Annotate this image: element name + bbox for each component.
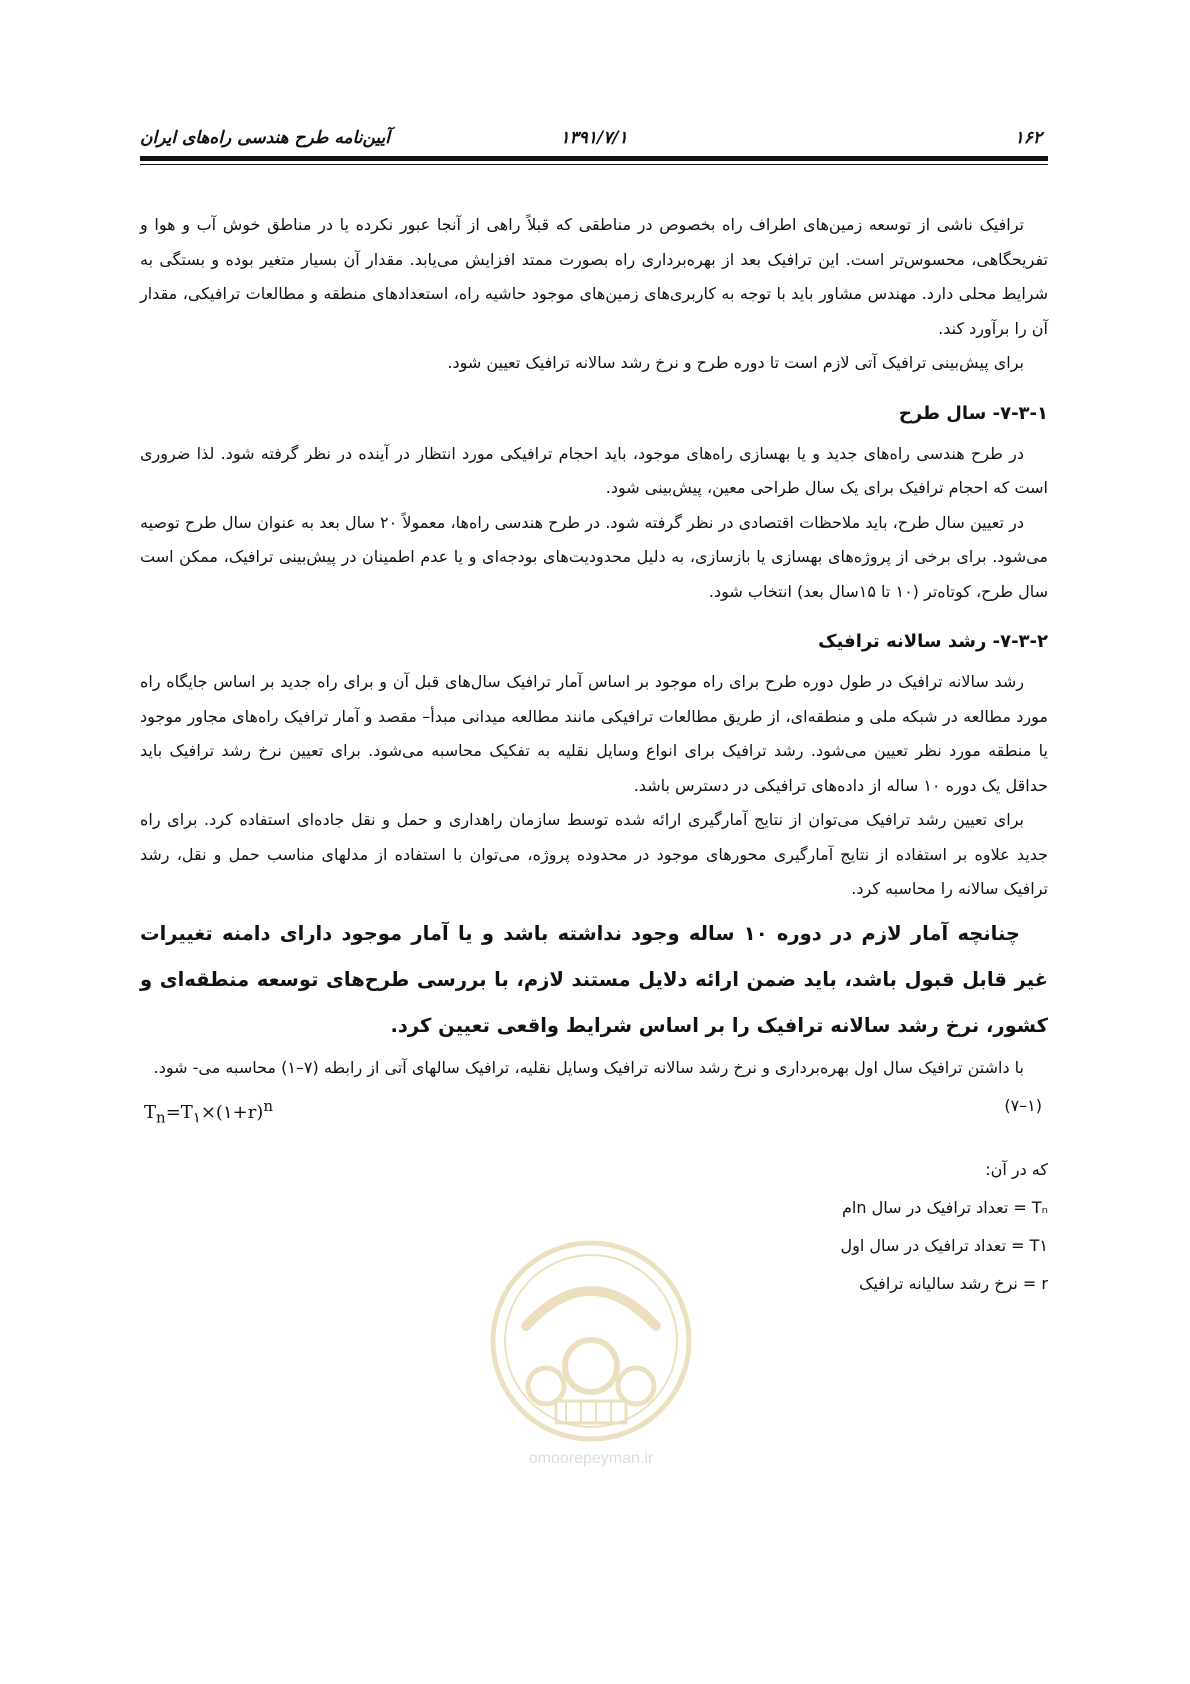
definition-r: r = نرخ رشد سالیانه ترافیک bbox=[859, 1274, 1048, 1293]
emphasis-paragraph: چنانچه آمار لازم در دوره ۱۰ ساله وجود نداشته باشد و یا آمار موجود دارای دامنه تغییرات غیر قابل قبول باشد، باید ضمن ارائه دلایل مستند لازم، با بررسی طرح‌های توسعه منطقه‌ای و کشور، نرخ رشد سالانه ترافیک را بر اساس شرایط واقعی تعیین کرد. bbox=[140, 921, 1048, 1037]
page-header bbox=[140, 124, 1048, 154]
page-body bbox=[140, 208, 1048, 1303]
paragraph: با داشتن ترافیک سال اول بهره‌برداری و نرخ رشد سالانه ترافیک وسایل نقلیه، ترافیک سالهای آتی از رابطه (۷–۱) محاسبه می- شود. bbox=[153, 1057, 1024, 1077]
where-label: که در آن: bbox=[985, 1160, 1048, 1179]
page-number: ۱۶۲ bbox=[1014, 128, 1042, 148]
seal-icon bbox=[486, 1236, 696, 1446]
watermark-url: omoorepeyman.ir bbox=[528, 1450, 654, 1467]
paragraph: رشد سالانه ترافیک در طول دوره طرح برای راه موجود بر اساس آمار ترافیک سال‌های قبل آن و برای راه جدید بر اساس جایگاه راه مورد مطالعه در شبکه ملی و منطقه‌ای، از طریق مطالعات ترافیکی مانند مطالعه میدانی مبدأ– مقصد و آمار ترافیک راه‌های مجاور موجود یا منطقه مورد نظر تعیین می‌شود. رشد ترافیک برای انواع وسایل نقلیه به تفکیک محاسبه می‌شود. برای تعیین نرخ رشد ترافیک باید حداقل یک دوره ۱۰ ساله از داده‌های ترافیکی در دسترس باشد. bbox=[140, 672, 1048, 795]
header-rule-thick bbox=[140, 156, 1048, 161]
paragraph: ترافیک ناشی از توسعه زمین‌های اطراف راه بخصوص در مناطقی که قبلاً راهی از آنجا عبور نکرده یا در مناطق خوش آب و هوا و تفریحگاهی، محسوس‌تر است. این ترافیک بعد از بهره‌برداری راه بصورت ممتد افزایش می‌یابد. مقدار آن بسیار متغیر بوده و بستگی به شرایط محلی دارد. مهندس مشاور باید با توجه به کاربری‌های زمین‌های موجود حاشیه راه، استعدادهای منطقه و مطالعات ترافیکی، مقدار آن را برآورد کند. bbox=[140, 215, 1048, 338]
paragraph: در تعیین سال طرح، باید ملاحظات اقتصادی در نظر گرفته شود. در طرح هندسی راه‌ها، معمولاً ۲۰ سال بعد به عنوان سال طرح توصیه می‌شود. برای برخی از پروژه‌های بهسازی یا بازسازی، به دلیل محدودیت‌های بودجه‌ای و یا عدم اطمینان در پیش‌بینی ترافیک، ممکن است سال طرح، کوتاه‌تر (۱۰ تا ۱۵سال بعد) انتخاب شود. bbox=[140, 512, 1048, 601]
paragraph: در طرح هندسی راه‌های جدید و یا بهسازی راه‌های موجود، باید احجام ترافیکی مورد انتظار در آینده در نظر گرفته شود. لذا ضروری است که احجام ترافیک برای یک سال طراحی معین، پیش‌بینی شود. bbox=[140, 443, 1048, 497]
formula: $T_n=T_۱\times(۱+r)^n$ bbox=[144, 1097, 273, 1127]
section-heading-traffic-growth: ۷-۳-۲- رشد سالانه ترافیک bbox=[818, 631, 1048, 652]
watermark-logo bbox=[486, 1236, 696, 1476]
definition-tn: Tₙ = تعداد ترافیک در سال nام bbox=[842, 1198, 1048, 1217]
header-date: ۱۳۹۱/۷/۱ bbox=[560, 128, 628, 148]
header-rule-thin bbox=[140, 164, 1048, 165]
equation-number: (۷–۱) bbox=[1004, 1096, 1042, 1115]
definition-t1: T۱ = تعداد ترافیک در سال اول bbox=[840, 1236, 1048, 1255]
paragraph: برای پیش‌بینی ترافیک آتی لازم است تا دوره طرح و نرخ رشد سالانه ترافیک تعیین شود. bbox=[447, 353, 1024, 372]
formula-row bbox=[140, 1089, 1048, 1129]
paragraph: برای تعیین رشد ترافیک می‌توان از نتایج آمارگیری ارائه شده توسط سازمان راهداری و حمل و نقل جاده‌ای استفاده کرد. برای راه جدید علاوه بر استفاده از نتایج آمارگیری محورهای موجود در محدوده پروژه، می‌توان با استفاده از مدلهای مناسب حمل و نقل، رشد ترافیک سالانه را محاسبه کرد. bbox=[140, 810, 1048, 898]
section-heading-design-year: ۷-۳-۱- سال طرح bbox=[898, 402, 1048, 424]
book-title: آیین‌نامه طرح هندسی راه‌های ایران bbox=[140, 128, 390, 148]
